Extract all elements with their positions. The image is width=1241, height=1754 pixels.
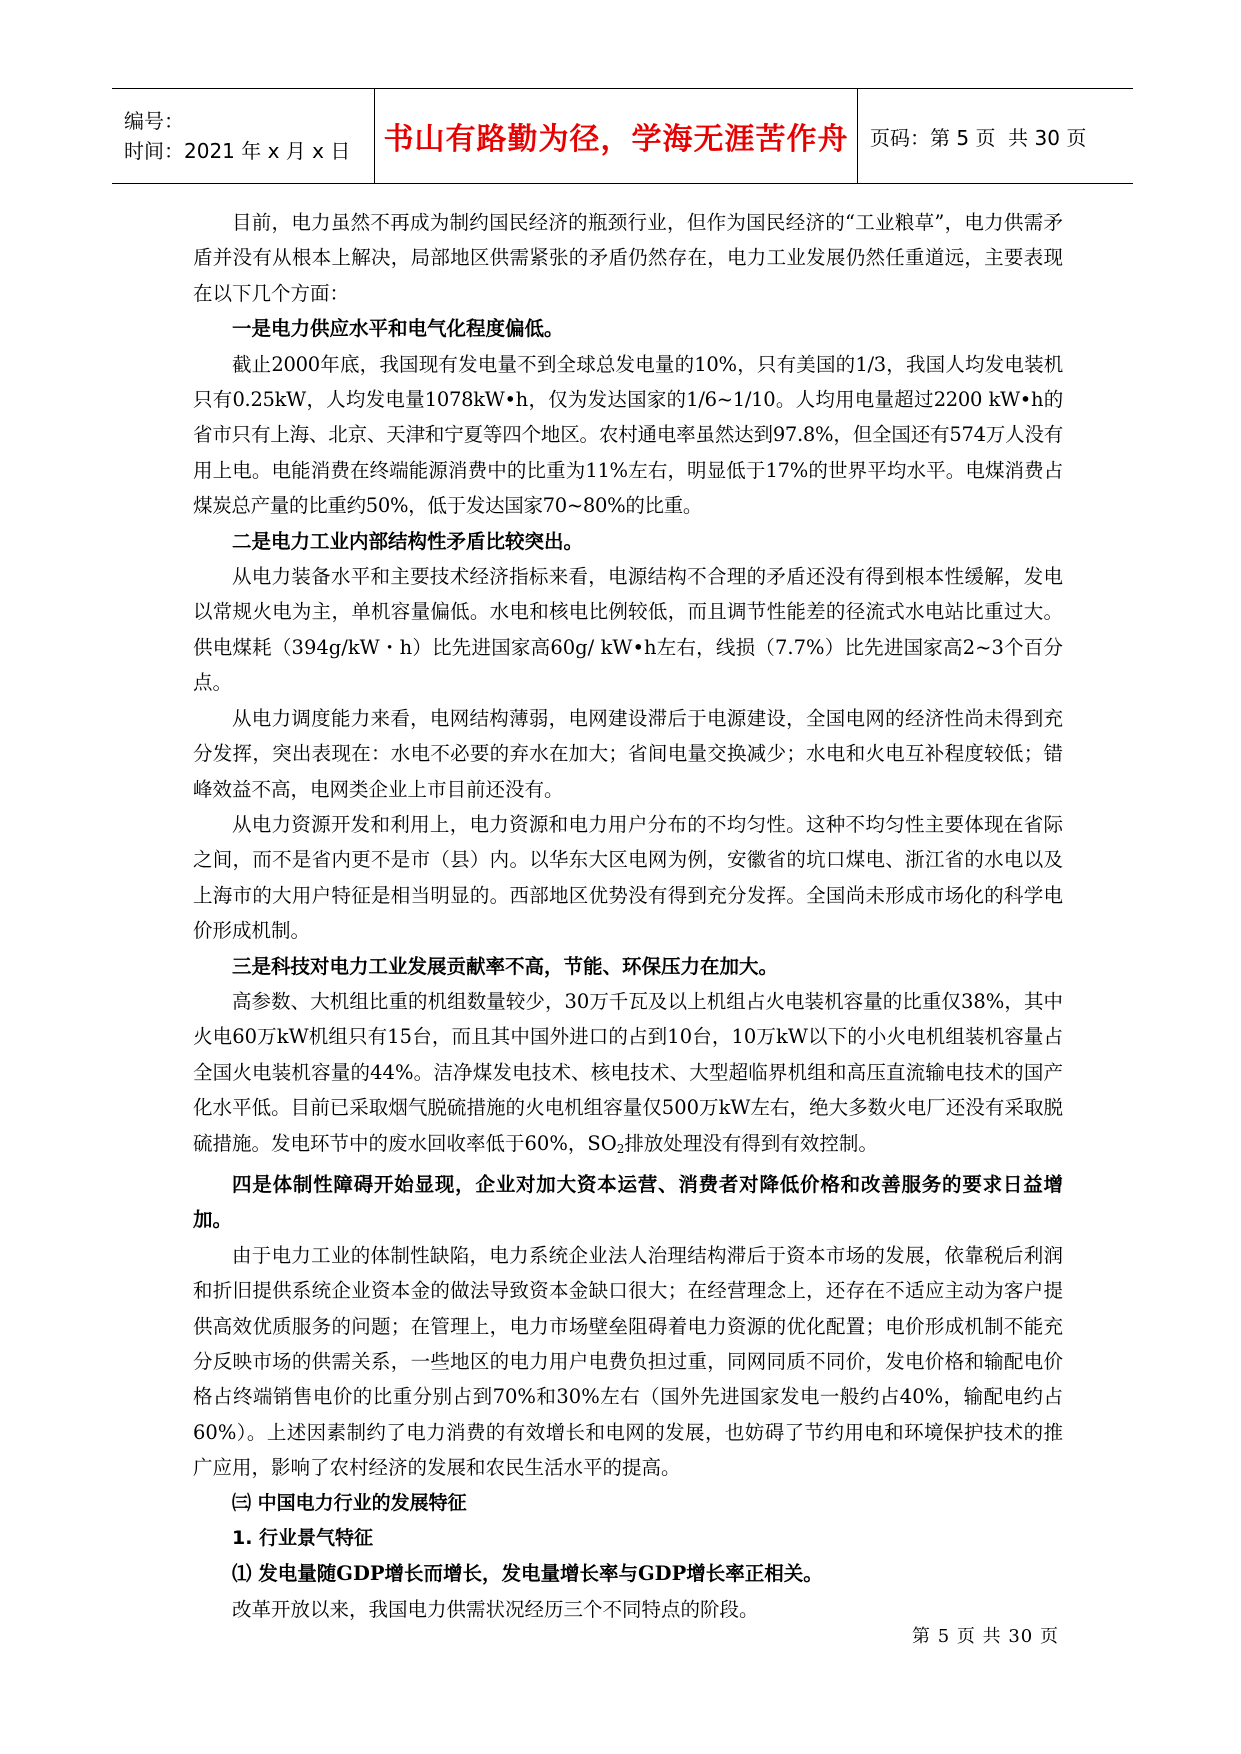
point-heading-4: 四是体制性障碍开始显现，企业对加大资本运营、消费者对降低价格和改善服务的要求日益增加。 bbox=[193, 1172, 1063, 1232]
paragraph-equipment: 从电力装备水平和主要技术经济指标来看，电源结构不合理的矛盾还没有得到根本性缓解，发电以常规火电为主，单机容量偏低。水电和核电比例较低，而且调节性能差的径流式水电站比重过大。供电煤耗（394g/kW・h）比先进国家高60g/ kW•h左右，线损（7.7%）比先进国家高2~3个百分点。 bbox=[193, 565, 1063, 695]
page-label: 页码：第 5 页 共 30 页 bbox=[870, 125, 1087, 150]
number-label: 编号： bbox=[124, 109, 184, 133]
header-page-cell bbox=[858, 89, 1133, 183]
so2-subscript: 2 bbox=[616, 1141, 625, 1156]
paragraph-technology-a: 高参数、大机组比重的机组数量较少，30万千瓦及以上机组占火电装机容量的比重仅38%，其中火电60万kW机组只有15台，而且其中国外进口的占到10台，10万kW以下的小火电机组装机容量占全国火电装机容量的44%。洁净煤发电技术、核电技术、大型超临界机组和高压直流输电技术的国产化水平低。目前已采取烟气脱硫措施的火电机组容量仅500万kW左右，绝大多数火电厂还没有采取脱硫措施。发电环节中的废水回收率低于60%，SO bbox=[193, 989, 1063, 1155]
section-heading: ㈢ 中国电力行业的发展特征 bbox=[232, 1491, 467, 1514]
subsection-heading: 1. 行业景气特征 bbox=[232, 1527, 374, 1550]
header-motto-cell bbox=[374, 89, 858, 183]
page-footer: 第 5 页 共 30 页 bbox=[912, 1626, 1059, 1647]
header-table bbox=[112, 88, 1133, 184]
paragraph-technology-b: 排放处理没有得到有效控制。 bbox=[624, 1131, 878, 1155]
subsubsection-heading: ⑴ 发电量随GDP增长而增长，发电量增长率与GDP增长率正相关。 bbox=[232, 1562, 823, 1586]
body-text bbox=[193, 205, 1063, 1627]
header-meta bbox=[112, 89, 374, 183]
paragraph-reform: 改革开放以来，我国电力供需状况经历三个不同特点的阶段。 bbox=[232, 1597, 759, 1621]
paragraph-technology bbox=[193, 984, 1063, 1167]
date-label: 时间：2021 年 x 月 x 日 bbox=[124, 139, 351, 163]
header-motto: 书山有路勤为径，学海无涯苦作舟 bbox=[383, 122, 849, 157]
paragraph-intro: 目前，电力虽然不再成为制约国民经济的瓶颈行业，但作为国民经济的“工业粮草”，电力供需矛盾并没有从根本上解决，局部地区供需紧张的矛盾仍然存在，电力工业发展仍然任重道远，主要表现在以下几个方面： bbox=[193, 211, 1063, 305]
point-heading-1: 一是电力供应水平和电气化程度偏低。 bbox=[232, 317, 564, 341]
paragraph-supply-level: 截止2000年底，我国现有发电量不到全球总发电量的10%，只有美国的1/3，我国人均发电装机只有0.25kW，人均发电量1078kW•h，仅为发达国家的1/6~1/10。人均用电量超过2200 kW•h的省市只有上海、北京、天津和宁夏等四个地区。农村通电率虽然达到97.8%，但全国还有574万人没有用上电。电能消费在终端能源消费中的比重为11%左右，明显低于17%的世界平均水平。电煤消费占煤炭总产量的比重约50%，低于发达国家70~80%的比重。 bbox=[193, 352, 1063, 518]
paragraph-institutional: 由于电力工业的体制性缺陷，电力系统企业法人治理结构滞后于资本市场的发展，依靠税后利润和折旧提供系统企业资本金的做法导致资本金缺口很大；在经营理念上，还存在不适应主动为客户提供高效优质服务的问题；在管理上，电力市场壁垒阻碍着电力资源的优化配置；电价形成机制不能充分反映市场的供需关系，一些地区的电力用户电费负担过重，同网同质不同价，发电价格和输配电价格占终端销售电价的比重分别占到70%和30%左右（国外先进国家发电一般约占40%，输配电约占60%）。上述因素制约了电力消费的有效增长和电网的发展，也妨碍了节约用电和环境保护技术的推广应用，影响了农村经济的发展和农民生活水平的提高。 bbox=[193, 1243, 1063, 1480]
paragraph-resources: 从电力资源开发和利用上，电力资源和电力用户分布的不均匀性。这种不均匀性主要体现在省际之间，而不是省内更不是市（县）内。以华东大区电网为例，安徽省的坑口煤电、浙江省的水电以及上海市的大用户特征是相当明显的。西部地区优势没有得到充分发挥。全国尚未形成市场化的科学电价形成机制。 bbox=[193, 812, 1063, 943]
point-heading-3: 三是科技对电力工业发展贡献率不高，节能、环保压力在加大。 bbox=[232, 954, 779, 978]
point-heading-2: 二是电力工业内部结构性矛盾比较突出。 bbox=[232, 529, 584, 553]
paragraph-dispatch: 从电力调度能力来看，电网结构薄弱，电网建设滞后于电源建设，全国电网的经济性尚未得到充分发挥，突出表现在：水电不必要的弃水在加大；省间电量交换减少；水电和火电互补程度较低；错峰效益不高，电网类企业上市目前还没有。 bbox=[193, 706, 1063, 801]
